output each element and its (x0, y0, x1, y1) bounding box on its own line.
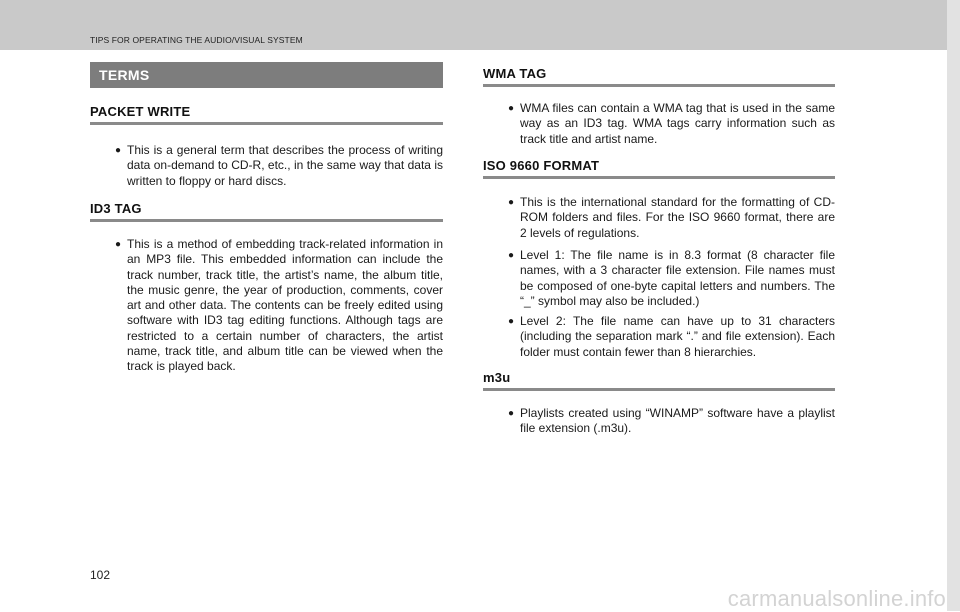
bullet-text: This is a general term that describes the process of writing data on-demand to CD-R, etc., in the same way that data is written to floppy or hard discs. (127, 143, 443, 188)
wma-tag-bullet (508, 101, 835, 147)
bullet-dot-icon: ● (508, 408, 515, 419)
iso9660-bullet-3 (508, 314, 835, 360)
bullet-text: This is a method of embedding track-related information in an MP3 file. This embedded information can include the track number, track title, the artist’s name, the album title, the music genre, the year of production, comments, cover art and other data. The contents can be freely edited using software with ID3 tag editing functions. Although tags are restricted to a certain number of characters, the artist name, track title, and album title can be viewed when the track is played back. (127, 237, 443, 374)
bullet-text: This is the international standard for the formatting of CD-ROM folders and files. For the ISO 9660 format, there are 2 levels of regulations. (520, 195, 835, 240)
section-m3u-heading (483, 370, 835, 391)
terms-title: TERMS (99, 67, 150, 83)
section-rule (483, 84, 835, 87)
terms-banner (90, 62, 443, 88)
bullet-dot-icon: ● (115, 239, 122, 250)
section-id3-tag-heading (90, 201, 443, 222)
bullet-text: Playlists created using “WINAMP” software have a playlist file extension (.m3u). (520, 406, 835, 436)
section-iso9660-heading (483, 158, 835, 179)
bullet-dot-icon: ● (508, 103, 515, 114)
section-rule (483, 176, 835, 179)
bullet-dot-icon: ● (508, 316, 515, 327)
iso9660-bullet-2 (508, 248, 835, 309)
section-rule (483, 388, 835, 391)
top-header-bar (0, 0, 947, 50)
bullet-dot-icon: ● (115, 145, 122, 156)
watermark: carmanualsonline.info (727, 586, 946, 611)
iso9660-bullet-1 (508, 195, 835, 241)
section-title: WMA TAG (483, 66, 547, 81)
bullet-text: Level 1: The file name is in 8.3 format (8 character file names, with a 3 character file extension. File names must be composed of one-byte capital letters and numbers. The “_” symbol may also be included.) (520, 248, 835, 308)
section-wma-tag-heading (483, 66, 835, 87)
bullet-text: WMA files can contain a WMA tag that is used in the same way as an ID3 tag. WMA tags carry information such as track title and artist name. (520, 101, 835, 146)
bullet-dot-icon: ● (508, 197, 515, 208)
bullet-dot-icon: ● (508, 250, 515, 261)
section-packet-write-heading (90, 104, 443, 125)
section-title: m3u (483, 370, 511, 385)
id3-tag-bullet (115, 237, 443, 375)
section-title: ID3 TAG (90, 201, 142, 216)
section-title: ISO 9660 FORMAT (483, 158, 600, 173)
page-number: 102 (90, 568, 111, 582)
running-title: TIPS FOR OPERATING THE AUDIO/VISUAL SYSTEM (90, 35, 303, 45)
page-edge-strip (947, 0, 960, 611)
m3u-bullet (508, 406, 835, 437)
section-title: PACKET WRITE (90, 104, 191, 119)
packet-write-bullet (115, 143, 443, 189)
section-rule (90, 219, 443, 222)
bullet-text: Level 2: The file name can have up to 31 characters (including the separation mark “.” and file extension). Each folder must contain fewer than 8 hierarchies. (520, 314, 835, 359)
section-rule (90, 122, 443, 125)
